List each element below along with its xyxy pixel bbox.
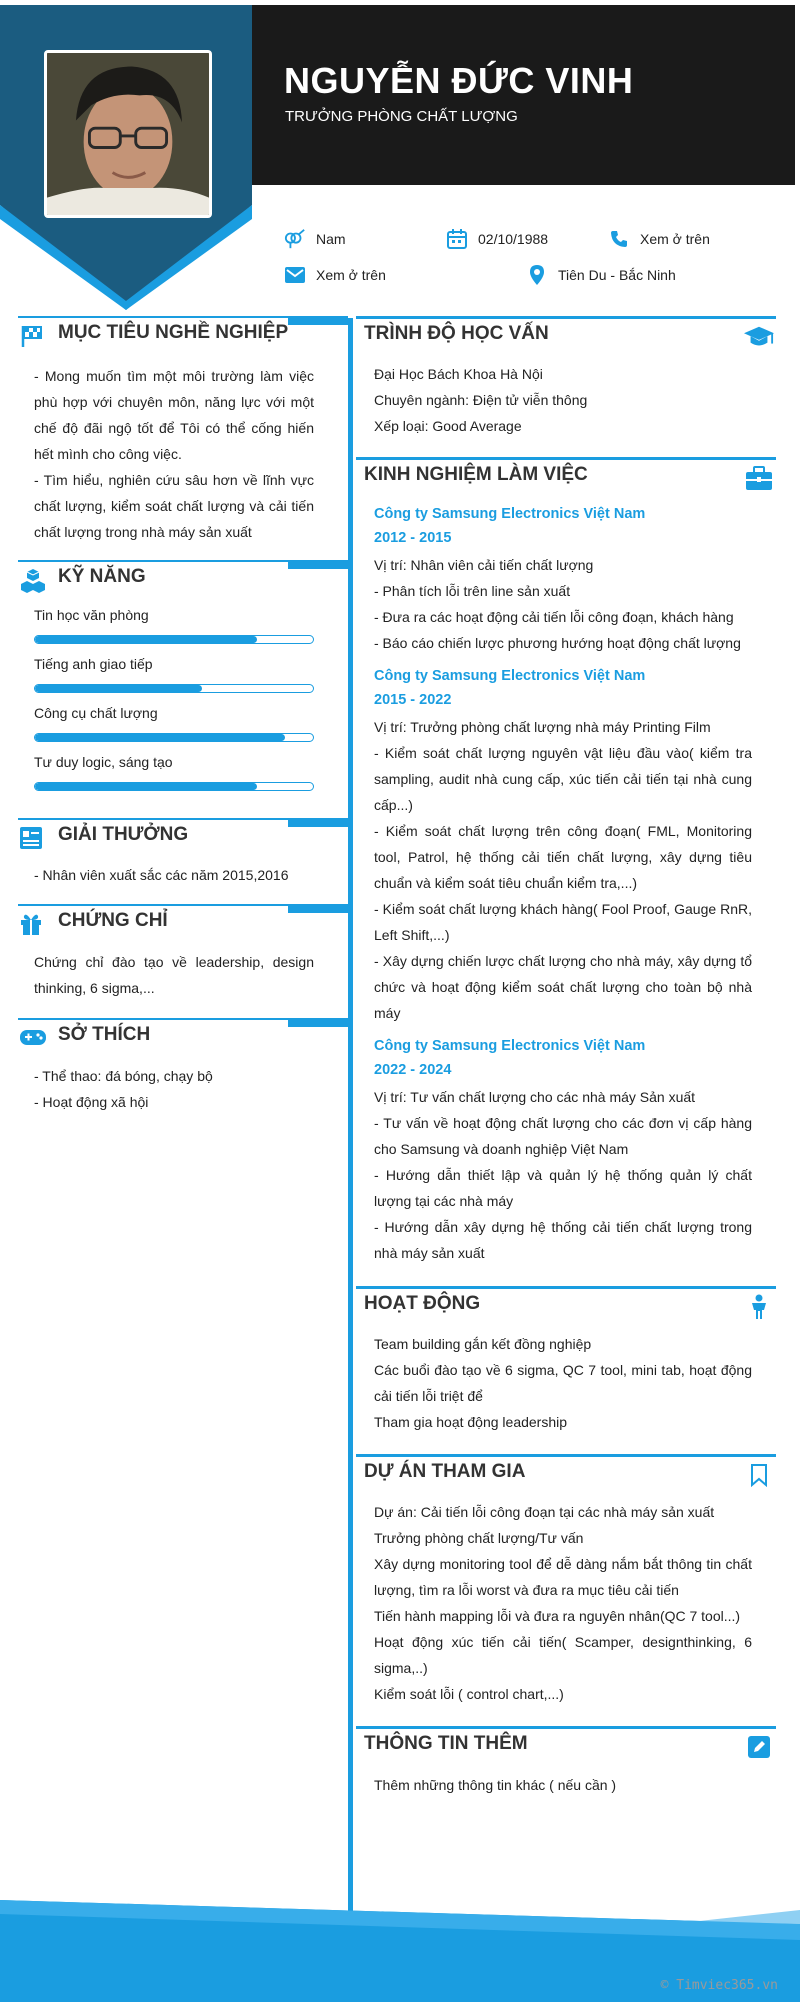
gender-value: Nam — [316, 231, 346, 247]
location-pin-icon — [526, 264, 548, 286]
phone-value: Xem ở trên — [640, 231, 710, 247]
skill-label: Công cụ chất lượng — [34, 705, 158, 721]
extra-title: THÔNG TIN THÊM — [364, 1733, 528, 1754]
email-value: Xem ở trên — [316, 267, 386, 283]
phone-info — [608, 228, 710, 250]
job-detail: - Phân tích lỗi trên line sản xuất — [374, 583, 571, 599]
skill-bar-fill — [35, 734, 285, 741]
job-detail: - Tư vấn về hoạt động chất lượng cho các đơn vị cấp hàng cho Samsung và doanh nghiệp Việt Nam — [374, 1115, 752, 1157]
skill-label: Tin học văn phòng — [34, 607, 149, 623]
objective-text-2: - Tìm hiểu, nghiên cứu sâu hơn về lĩnh vực chất lượng, kiểm soát chất lượng và cải tiến chất lượng trong nhà máy sản xuất — [34, 472, 314, 540]
cubes-icon — [20, 568, 44, 592]
projects-text-4: Tiến hành mapping lỗi và đưa ra nguyên nhân(QC 7 tool...) — [374, 1608, 741, 1624]
skill-bar — [34, 684, 314, 693]
activities-text-3: Tham gia hoạt động leadership — [374, 1414, 568, 1430]
job-detail: - Kiểm soát chất lượng trên công đoạn( FML, Monitoring tool, Patrol, hệ thống cải tiến chất lượng, xây dựng tiêu chuẩn và kiểm soát tiêu chuẩn kiểm tra,...) — [374, 823, 752, 891]
flag-icon — [20, 324, 44, 348]
award-list-icon — [20, 826, 44, 850]
extra-text: Thêm những thông tin khác ( nếu cần ) — [374, 1777, 617, 1793]
phone-icon — [608, 228, 630, 250]
education-major: Chuyên ngành: Điện tử viễn thông — [374, 392, 588, 408]
projects-heading — [356, 1454, 776, 1494]
hobbies-text-1: - Thể thao: đá bóng, chạy bộ — [34, 1068, 213, 1084]
job-detail: - Kiểm soát chất lượng nguyên vật liệu đầu vào( kiểm tra sampling, audit nhà cung cấp, xúc tiến cải tiến tại nhà cung cấp...) — [374, 745, 752, 813]
job-company: Công ty Samsung Electronics Việt Nam — [374, 668, 646, 684]
column-divider — [348, 318, 353, 1986]
certificates-text: Chứng chỉ đào tạo về leadership, design thinking, 6 sigma,... — [34, 954, 314, 996]
projects-text-3: Xây dựng monitoring tool để dễ dàng nắm bắt thông tin chất lượng, tìm ra lỗi worst và đưa ra mục tiêu cải tiến — [374, 1556, 752, 1598]
experience-heading — [356, 457, 776, 497]
projects-text-6: Kiểm soát lỗi ( control chart,...) — [374, 1686, 564, 1702]
gamepad-icon — [20, 1026, 44, 1050]
skill-bar — [34, 782, 314, 791]
skill-bar-fill — [35, 685, 202, 692]
education-grade: Xếp loại: Good Average — [374, 418, 522, 434]
job-detail: - Đưa ra các hoạt động cải tiến lỗi công đoạn, khách hàng — [374, 609, 734, 625]
job-detail: - Hướng dẫn thiết lập và quản lý hệ thống quản lý chất lượng tại các nhà máy — [374, 1167, 752, 1209]
hobbies-heading — [18, 1018, 348, 1052]
job-company: Công ty Samsung Electronics Việt Nam — [374, 1038, 646, 1054]
birthdate-value: 02/10/1988 — [478, 231, 549, 247]
skill-bar-fill — [35, 636, 257, 643]
job-period: 2012 - 2015 — [374, 530, 452, 546]
job-detail: Vị trí: Tư vấn chất lượng cho các nhà máy Sản xuất — [374, 1089, 696, 1105]
gender-icon — [284, 228, 306, 250]
skill-label: Tư duy logic, sáng tạo — [34, 754, 173, 770]
job-detail: - Hướng dẫn xây dựng hệ thống cải tiến chất lượng trong nhà máy sản xuất — [374, 1219, 752, 1261]
projects-text-5: Hoạt động xúc tiến cải tiến( Scamper, designthinking, 6 sigma,..) — [374, 1634, 752, 1676]
gender-info — [284, 228, 346, 250]
calendar-icon — [446, 228, 468, 250]
skills-title: KỸ NĂNG — [58, 566, 146, 587]
education-school: Đại Học Bách Khoa Hà Nội — [374, 366, 543, 382]
address-value: Tiên Du - Bắc Ninh — [558, 267, 676, 283]
avatar — [44, 50, 212, 218]
gift-icon — [20, 912, 44, 936]
projects-text-2: Trưởng phòng chất lượng/Tư vấn — [374, 1530, 584, 1546]
awards-title: GIẢI THƯỞNG — [58, 824, 189, 845]
job-detail: Vị trí: Trưởng phòng chất lượng nhà máy Printing Film — [374, 719, 711, 735]
skill-bar-fill — [35, 783, 257, 790]
graduation-cap-icon — [744, 322, 774, 352]
address-info — [526, 264, 676, 286]
watermark: © Timviec365.vn — [660, 1978, 778, 1993]
job-period: 2015 - 2022 — [374, 692, 452, 708]
activities-text-1: Team building gắn kết đồng nghiệp — [374, 1336, 592, 1352]
candidate-title: TRƯỞNG PHÒNG CHẤT LƯỢNG — [285, 108, 518, 125]
person-icon — [744, 1292, 774, 1322]
edit-icon — [744, 1732, 774, 1762]
experience-title: KINH NGHIỆM LÀM VIỆC — [364, 464, 588, 485]
email-icon — [284, 264, 306, 286]
activities-heading — [356, 1286, 776, 1326]
projects-text-1: Dự án: Cải tiến lỗi công đoạn tại các nhà máy sản xuất — [374, 1504, 715, 1520]
certificates-title: CHỨNG CHỈ — [58, 910, 168, 931]
job-period: 2022 - 2024 — [374, 1062, 452, 1078]
birthdate-info — [446, 228, 548, 250]
candidate-name: NGUYỄN ĐỨC VINH — [284, 60, 634, 101]
job-detail: - Báo cáo chiến lược phương hướng hoạt động chất lượng — [374, 635, 741, 651]
projects-title: DỰ ÁN THAM GIA — [364, 1461, 526, 1482]
job-detail: - Xây dựng chiến lược chất lượng cho nhà máy, xây dựng tổ chức và hoạt động kiểm soát chất lượng cho toàn bộ nhà máy — [374, 953, 752, 1021]
objective-heading — [18, 316, 348, 350]
skills-heading — [18, 560, 348, 594]
briefcase-icon — [744, 463, 774, 493]
skill-bar — [34, 733, 314, 742]
objective-text-1: - Mong muốn tìm một môi trường làm việc phù hợp với chuyên môn, năng lực với một chế độ đãi ngộ tốt để Tôi có thể cống hiến hết mình cho công việc. — [34, 368, 314, 462]
skill-label: Tiếng anh giao tiếp — [34, 656, 153, 672]
objective-title: MỤC TIÊU NGHỀ NGHIỆP — [58, 322, 289, 343]
activities-title: HOẠT ĐỘNG — [364, 1293, 481, 1314]
hobbies-text-2: - Hoạt động xã hội — [34, 1094, 149, 1110]
education-heading — [356, 316, 776, 356]
awards-text: - Nhân viên xuất sắc các năm 2015,2016 — [34, 867, 289, 883]
job-detail: Vị trí: Nhân viên cải tiến chất lượng — [374, 557, 594, 573]
extra-heading — [356, 1726, 776, 1766]
job-detail: - Kiểm soát chất lượng khách hàng( Fool Proof, Gauge RnR, Left Shift,...) — [374, 901, 752, 943]
job-company: Công ty Samsung Electronics Việt Nam — [374, 506, 646, 522]
bookmark-icon — [744, 1460, 774, 1490]
hobbies-title: SỞ THÍCH — [58, 1024, 151, 1045]
certificates-heading — [18, 904, 348, 938]
email-info — [284, 264, 386, 286]
activities-text-2: Các buổi đào tạo về 6 sigma, QC 7 tool, mini tab, hoạt động cải tiến lỗi triệt để — [374, 1362, 752, 1404]
skill-bar — [34, 635, 314, 644]
education-title: TRÌNH ĐỘ HỌC VẤN — [364, 323, 549, 344]
awards-heading — [18, 818, 348, 852]
